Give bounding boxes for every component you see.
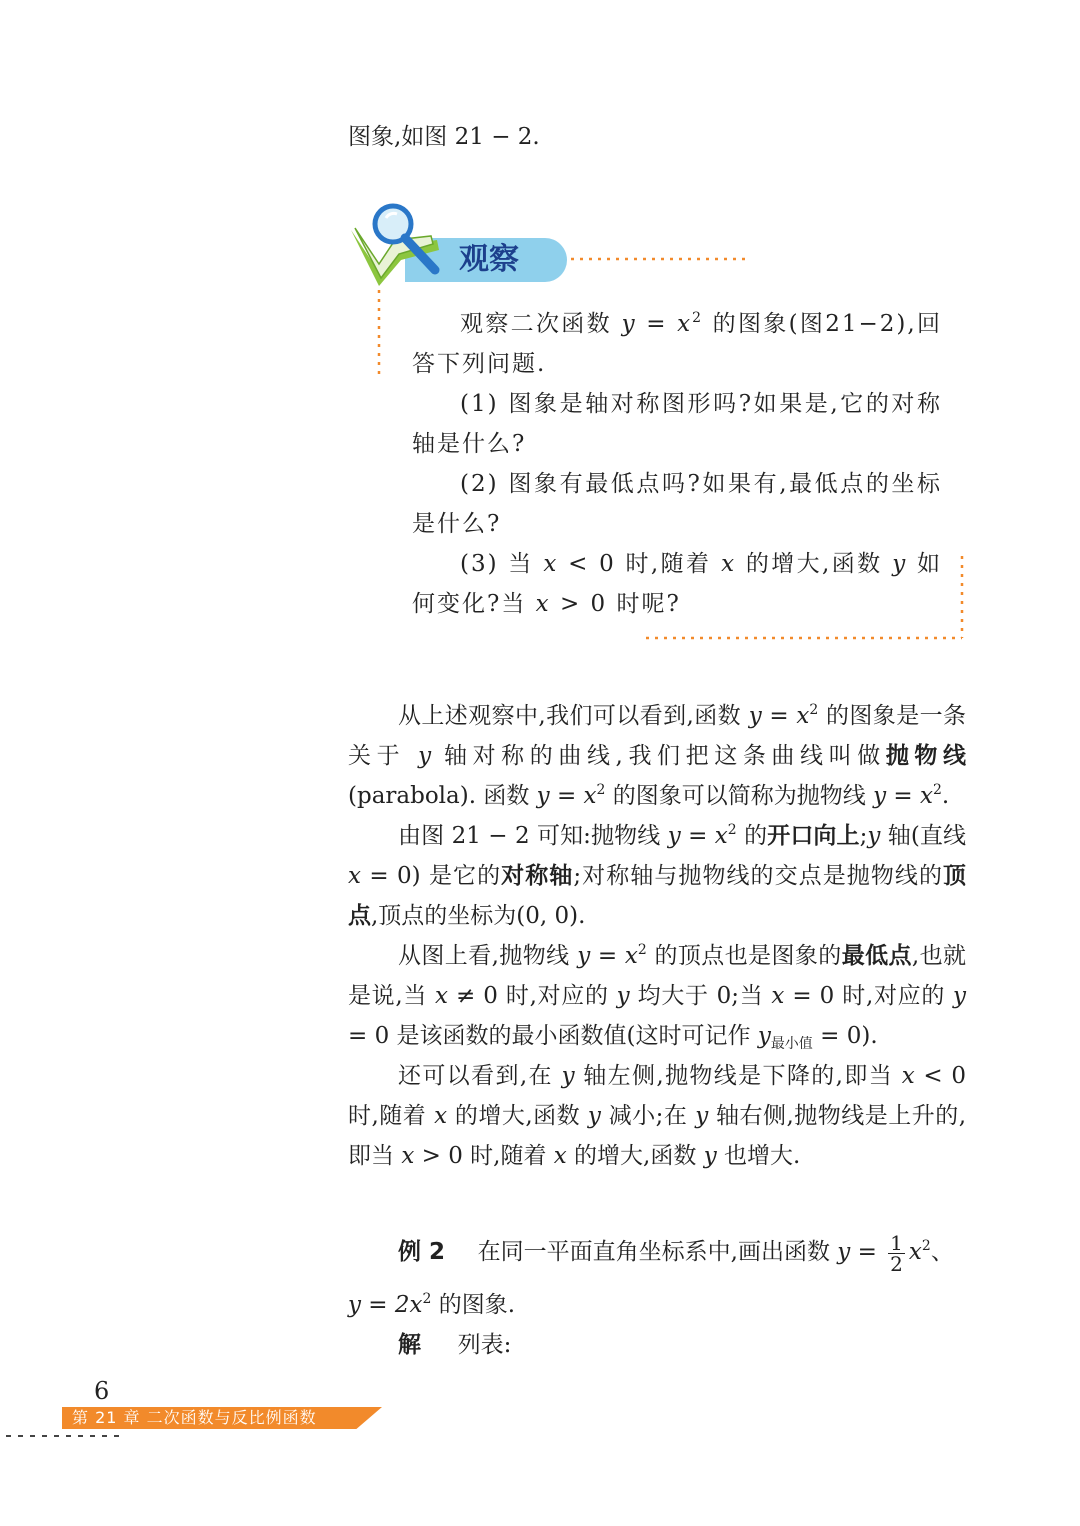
chapter-title: 第 21 章 二次函数与反比例函数 — [72, 1408, 317, 1427]
example-label: 例 2 — [398, 1239, 446, 1265]
footer-dotted-line — [4, 1430, 124, 1442]
paragraph-2: 由图 21 − 2 可知:抛物线 $y = x^2$ 的开口向上;y 轴(直线 x = 0) 是它的对称轴;对称轴与抛物线的交点是抛物线的顶点,顶点的坐标为(0, 0). — [348, 822, 967, 929]
paragraph-4: 还可以看到,在 y 轴左侧,抛物线是下降的,即当 x < 0 时,随着 x 的增大,函数 y 减小;在 y 轴右侧,抛物线是上升的,即当 x > 0 时,随着 x 的增大,函数 y 也增大. — [348, 1063, 967, 1169]
book-magnifier-icon — [345, 198, 455, 293]
solution-label: 解 — [398, 1332, 421, 1358]
observe-box-corner — [640, 552, 970, 644]
fraction-one-half: $\frac{1}{2}$ — [890, 1230, 903, 1276]
body-text — [348, 696, 966, 1176]
example-2-line-2: $y = 2x^2$ 的图象. — [348, 1291, 516, 1318]
observe-intro: 观察二次函数 $y = x^2$ 的图象(图21−2),回答下列问题. — [412, 310, 943, 377]
observe-title: 观察 — [459, 242, 519, 277]
solution-line: 解 列表: — [398, 1332, 512, 1358]
page-number: 6 — [94, 1377, 110, 1405]
observe-question-3: (3) 当 x < 0 时,随着 x 的增大,函数 y 如何变化?当 x > 0 时呢? — [412, 551, 943, 617]
observe-question-1: (1) 图象是轴对称图形吗?如果是,它的对称轴是什么? — [412, 391, 942, 457]
paragraph-1: 从上述观察中,我们可以看到,函数 $y = x^2$ 的图象是一条关于 y 轴对称的曲线,我们把这条曲线叫做抛物线(parabola). 函数 $y = x^2$ 的图象可以简称为抛物线 $y = x^2$. — [348, 702, 967, 809]
paragraph-3: 从图上看,抛物线 $y = x^2$ 的顶点也是图象的最低点,也就是说,当 x ≠ 0 时,对应的 y 均大于 0;当 x = 0 时,对应的 y = 0 是该函数的最小函数值(这时可记作 $y_{最小值} = 0$). — [348, 942, 967, 1052]
example-2-line-1: 例 2 在同一平面直角坐标系中,画出函数 y = $\frac{1}{2}$ $x^2$、 — [398, 1230, 954, 1276]
observe-question-2: (2) 图象有最低点吗?如果有,最低点的坐标是什么? — [412, 471, 942, 537]
top-continuation-line: 图象,如图 21 − 2. — [348, 124, 540, 150]
